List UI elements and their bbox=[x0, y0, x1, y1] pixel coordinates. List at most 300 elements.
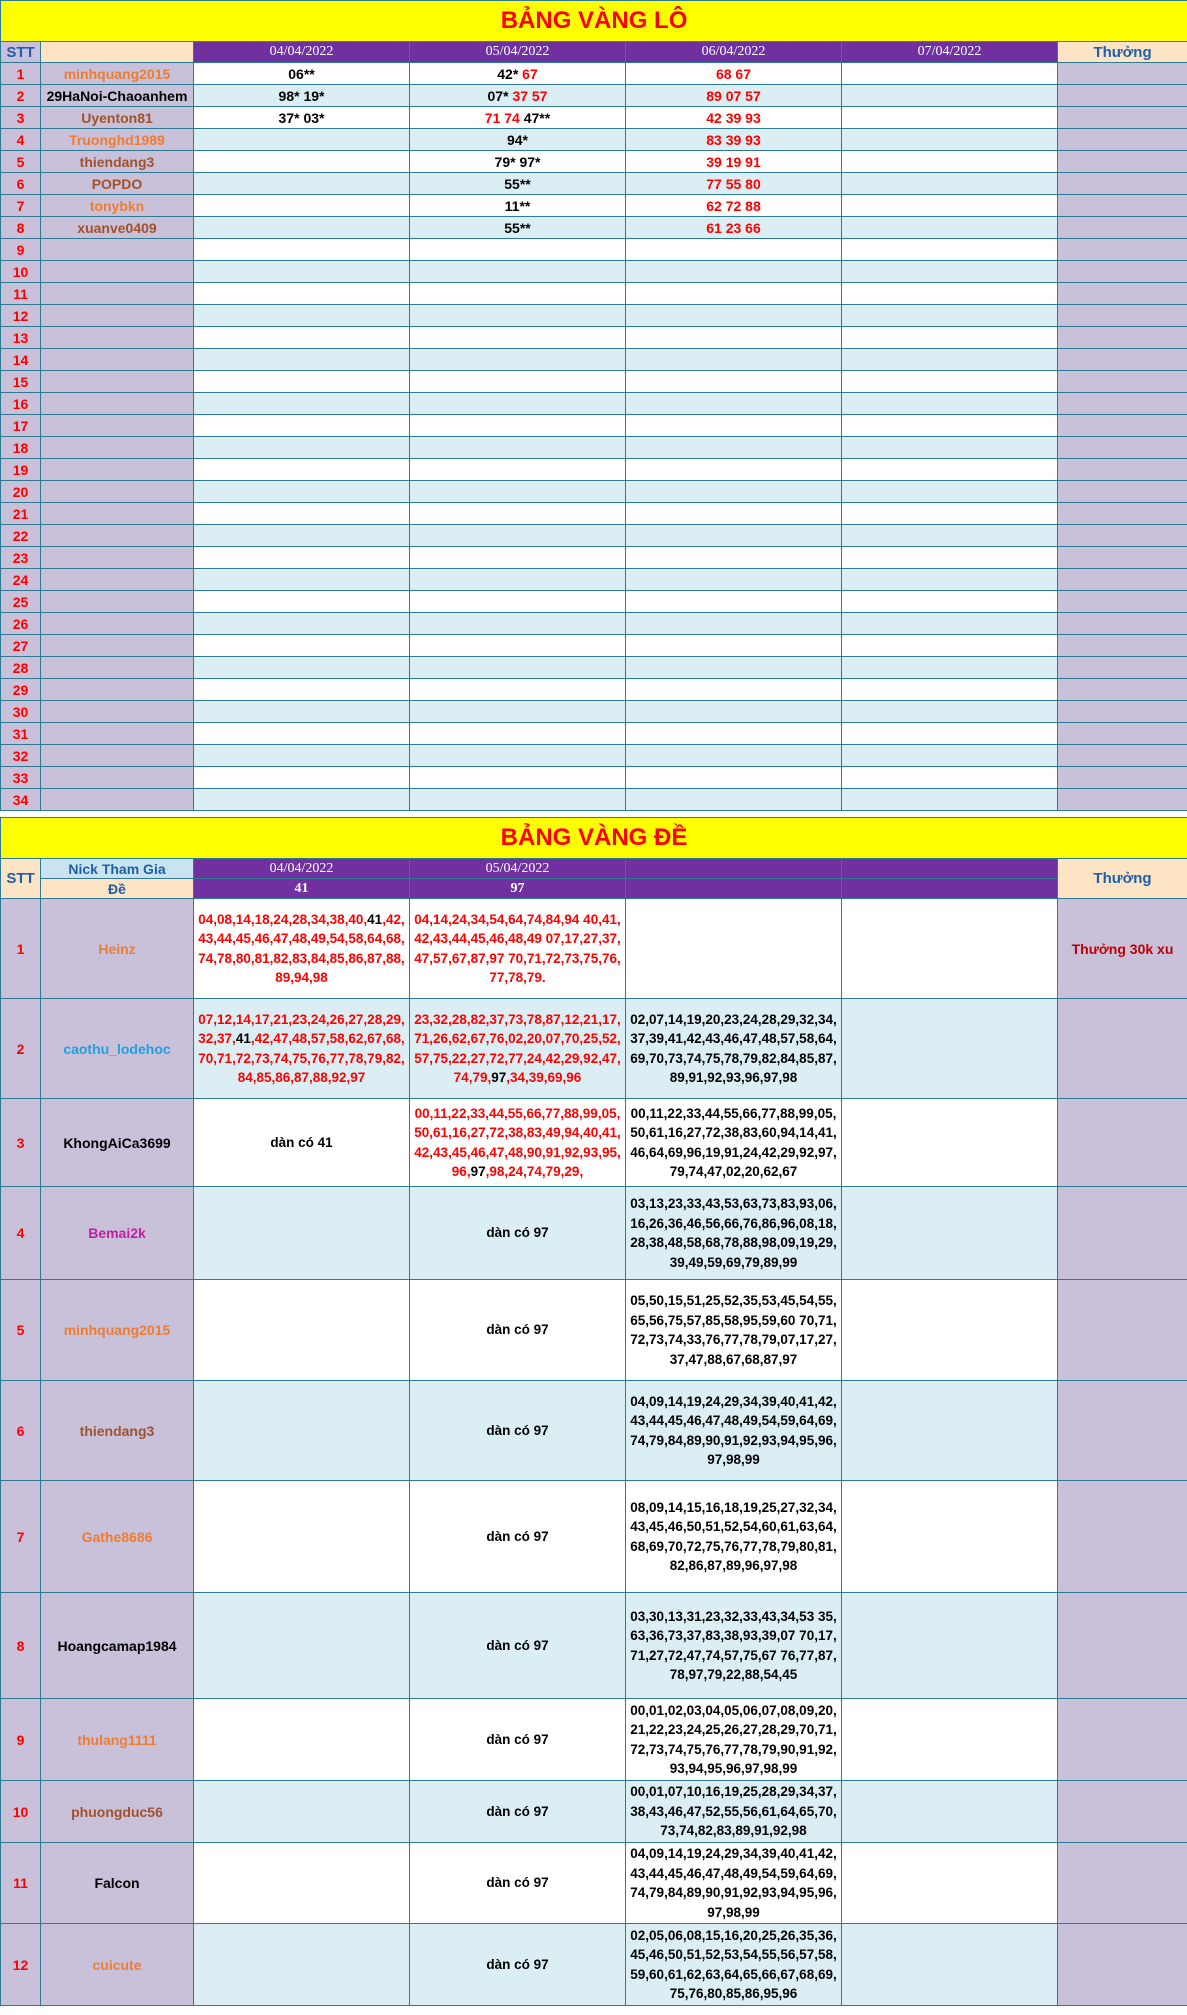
row-stt: 20 bbox=[1, 481, 41, 503]
lo-day-cell bbox=[410, 437, 626, 459]
de-day-cell bbox=[194, 1381, 410, 1481]
number-segment: 83 39 93 bbox=[706, 131, 761, 148]
de-day-cell bbox=[410, 1781, 626, 1843]
player-nick: Gathe8686 bbox=[41, 1481, 194, 1593]
number-segment: dàn có 97 bbox=[486, 1322, 549, 1338]
lo-table-row bbox=[1, 63, 1187, 85]
lo-thuong-cell bbox=[1058, 261, 1187, 283]
de-day-cell bbox=[842, 1843, 1058, 1924]
row-stt: 21 bbox=[1, 503, 41, 525]
number-segment: 55** bbox=[504, 219, 531, 236]
lo-day-cell bbox=[194, 547, 410, 569]
row-stt: 11 bbox=[1, 1843, 41, 1924]
player-nick bbox=[41, 503, 194, 525]
lo-date-header: 07/04/2022 bbox=[842, 42, 1058, 63]
de-day-cell bbox=[626, 1924, 842, 2006]
number-segment: 06** bbox=[288, 65, 315, 82]
lo-day-cell bbox=[194, 283, 410, 305]
lo-day-cell bbox=[626, 305, 842, 327]
lo-day-cell bbox=[842, 591, 1058, 613]
player-nick: Truonghd1989 bbox=[41, 129, 194, 151]
de-day-cell bbox=[842, 1593, 1058, 1699]
lo-day-cell bbox=[410, 591, 626, 613]
row-stt: 7 bbox=[1, 1481, 41, 1593]
lo-day-cell bbox=[842, 327, 1058, 349]
lo-thuong-cell bbox=[1058, 591, 1187, 613]
lo-day-cell bbox=[626, 481, 842, 503]
player-nick bbox=[41, 679, 194, 701]
lo-day-cell bbox=[194, 63, 410, 85]
lo-table-row bbox=[1, 327, 1187, 349]
number-segment: 61 23 66 bbox=[706, 219, 761, 236]
lo-thuong-cell bbox=[1058, 195, 1187, 217]
lo-day-cell bbox=[626, 503, 842, 525]
lo-day-cell bbox=[842, 239, 1058, 261]
de-day-cell bbox=[194, 1099, 410, 1187]
player-nick: 29HaNoi-Chaoanhem bbox=[41, 85, 194, 107]
lo-day-cell bbox=[410, 745, 626, 767]
lo-day-cell bbox=[626, 547, 842, 569]
de-result-value: 97 bbox=[410, 879, 626, 899]
lo-date-header: 04/04/2022 bbox=[194, 42, 410, 63]
lo-day-cell bbox=[626, 591, 842, 613]
de-table-row bbox=[1, 1924, 1187, 2006]
lo-day-cell bbox=[842, 657, 1058, 679]
de-result-value bbox=[842, 879, 1058, 899]
lo-day-cell bbox=[626, 173, 842, 195]
row-stt: 3 bbox=[1, 107, 41, 129]
row-stt: 9 bbox=[1, 239, 41, 261]
de-day-cell bbox=[410, 1699, 626, 1781]
row-stt: 6 bbox=[1, 173, 41, 195]
lo-thuong-cell bbox=[1058, 283, 1187, 305]
lo-day-cell bbox=[410, 569, 626, 591]
row-stt: 14 bbox=[1, 349, 41, 371]
de-day-cell bbox=[842, 1781, 1058, 1843]
player-nick bbox=[41, 635, 194, 657]
lo-table-row bbox=[1, 349, 1187, 371]
lo-day-cell bbox=[194, 393, 410, 415]
row-stt: 30 bbox=[1, 701, 41, 723]
de-result-value: 41 bbox=[194, 879, 410, 899]
number-segment: 41 bbox=[235, 1031, 251, 1046]
lo-day-cell bbox=[410, 679, 626, 701]
de-day-cell bbox=[194, 1843, 410, 1924]
player-nick bbox=[41, 701, 194, 723]
number-segment: 71 74 bbox=[484, 109, 524, 126]
row-stt: 32 bbox=[1, 745, 41, 767]
lo-day-cell bbox=[410, 547, 626, 569]
row-stt: 12 bbox=[1, 305, 41, 327]
lo-table-row bbox=[1, 789, 1187, 811]
player-nick bbox=[41, 789, 194, 811]
number-segment: dàn có 97 bbox=[486, 1731, 549, 1747]
lo-day-cell bbox=[626, 239, 842, 261]
lo-day-cell bbox=[194, 129, 410, 151]
lo-day-cell bbox=[626, 261, 842, 283]
lo-table-row bbox=[1, 283, 1187, 305]
number-segment: 07,12,14,17,21,23,24,26,27,28,29,32,37, bbox=[198, 1011, 405, 1046]
de-day-cell bbox=[410, 1280, 626, 1381]
lo-day-cell bbox=[626, 151, 842, 173]
lo-table-row bbox=[1, 107, 1187, 129]
lo-day-cell bbox=[410, 85, 626, 107]
number-segment: dàn có 41 bbox=[270, 1134, 333, 1150]
lo-day-cell bbox=[194, 459, 410, 481]
number-segment: 00,11,22,33,44,55,66,77,88,99,05,50,61,16,27,72,38,83,60,94,14,41,46,64,69,96,19,91,24,42,29,92,97,79,74,47,02,20,62,67 bbox=[630, 1105, 837, 1179]
player-nick: Hoangcamap1984 bbox=[41, 1593, 194, 1699]
number-segment: 04,09,14,19,24,29,34,39,40,41,42,43,44,45,46,47,48,49,54,59,64,69,74,79,84,89,90,91,92,93,94,95,96,97,98,99 bbox=[630, 1846, 837, 1920]
de-table-row bbox=[1, 1099, 1187, 1187]
number-segment: dàn có 97 bbox=[486, 1803, 549, 1819]
row-stt: 11 bbox=[1, 283, 41, 305]
number-segment: 00,01,02,03,04,05,06,07,08,09,20,21,22,23,24,25,26,27,28,29,70,71,72,73,74,75,76,77,78,79,90,91,92,93,94,95,96,97,98,99 bbox=[630, 1702, 837, 1776]
lo-day-cell bbox=[842, 437, 1058, 459]
de-day-cell bbox=[410, 999, 626, 1099]
lo-table-row bbox=[1, 613, 1187, 635]
lo-table-row bbox=[1, 481, 1187, 503]
lo-day-cell bbox=[842, 371, 1058, 393]
lo-day-cell bbox=[626, 569, 842, 591]
lo-day-cell bbox=[194, 195, 410, 217]
player-nick bbox=[41, 481, 194, 503]
lo-day-cell bbox=[626, 657, 842, 679]
number-segment: 47** bbox=[523, 109, 551, 126]
lo-thuong-cell bbox=[1058, 437, 1187, 459]
de-day-cell bbox=[626, 1481, 842, 1593]
lo-day-cell bbox=[626, 437, 842, 459]
lo-thuong-cell bbox=[1058, 129, 1187, 151]
de-day-cell bbox=[626, 1280, 842, 1381]
lo-table-row bbox=[1, 173, 1187, 195]
lo-table-row bbox=[1, 701, 1187, 723]
row-stt: 1 bbox=[1, 63, 41, 85]
lo-day-cell bbox=[626, 459, 842, 481]
lo-thuong-cell bbox=[1058, 613, 1187, 635]
lo-day-cell bbox=[410, 701, 626, 723]
de-day-cell bbox=[626, 899, 842, 999]
lo-day-cell bbox=[194, 239, 410, 261]
player-nick bbox=[41, 745, 194, 767]
lo-day-cell bbox=[194, 569, 410, 591]
lo-day-cell bbox=[626, 635, 842, 657]
number-segment: dàn có 97 bbox=[486, 1225, 549, 1241]
lo-day-cell bbox=[410, 525, 626, 547]
lo-day-cell bbox=[410, 767, 626, 789]
lo-day-cell bbox=[842, 107, 1058, 129]
lo-day-cell bbox=[842, 789, 1058, 811]
lo-table-row bbox=[1, 525, 1187, 547]
de-thuong-header: Thưởng bbox=[1058, 859, 1187, 899]
number-segment: dàn có 97 bbox=[486, 1528, 549, 1544]
number-segment: 04,14,24,34,54,64,74,84,94 40,41,42,43,44,45,46,48,49 07,17,27,37,47,57,67,87,97 70,71,72,73,75,76,77,78,79. bbox=[414, 911, 621, 985]
player-nick bbox=[41, 657, 194, 679]
row-stt: 12 bbox=[1, 1924, 41, 2006]
lo-day-cell bbox=[410, 415, 626, 437]
row-stt: 24 bbox=[1, 569, 41, 591]
lo-thuong-cell bbox=[1058, 63, 1187, 85]
de-table-row bbox=[1, 1280, 1187, 1381]
lo-thuong-cell bbox=[1058, 415, 1187, 437]
lo-day-cell bbox=[194, 745, 410, 767]
lo-table-row bbox=[1, 723, 1187, 745]
player-nick: cuicute bbox=[41, 1924, 194, 2006]
lo-day-cell bbox=[842, 525, 1058, 547]
row-stt: 1 bbox=[1, 899, 41, 999]
player-nick bbox=[41, 239, 194, 261]
lo-day-cell bbox=[626, 217, 842, 239]
lo-thuong-cell bbox=[1058, 503, 1187, 525]
lo-day-cell bbox=[410, 459, 626, 481]
row-stt: 29 bbox=[1, 679, 41, 701]
de-day-cell bbox=[410, 899, 626, 999]
lo-table-row bbox=[1, 767, 1187, 789]
player-nick bbox=[41, 327, 194, 349]
lo-day-cell bbox=[194, 85, 410, 107]
lo-table-row bbox=[1, 85, 1187, 107]
de-thuong-cell bbox=[1058, 1699, 1187, 1781]
number-segment: dàn có 97 bbox=[486, 1422, 549, 1438]
lo-thuong-cell bbox=[1058, 349, 1187, 371]
lo-day-cell bbox=[194, 481, 410, 503]
lo-day-cell bbox=[410, 173, 626, 195]
lo-table-row bbox=[1, 591, 1187, 613]
lo-day-cell bbox=[194, 503, 410, 525]
lo-thuong-cell bbox=[1058, 459, 1187, 481]
row-stt: 18 bbox=[1, 437, 41, 459]
de-day-cell bbox=[410, 1099, 626, 1187]
lo-day-cell bbox=[410, 635, 626, 657]
lo-day-cell bbox=[410, 129, 626, 151]
player-nick bbox=[41, 767, 194, 789]
row-stt: 4 bbox=[1, 1187, 41, 1280]
lo-day-cell bbox=[842, 85, 1058, 107]
lo-day-cell bbox=[194, 371, 410, 393]
number-segment: 39 19 91 bbox=[706, 153, 761, 170]
player-nick bbox=[41, 415, 194, 437]
de-day-cell bbox=[842, 1099, 1058, 1187]
lo-day-cell bbox=[194, 789, 410, 811]
lo-nick-header bbox=[41, 42, 194, 63]
lo-day-cell bbox=[626, 129, 842, 151]
lo-day-cell bbox=[626, 415, 842, 437]
lo-day-cell bbox=[194, 701, 410, 723]
lo-day-cell bbox=[842, 503, 1058, 525]
de-title: BẢNG VÀNG ĐỀ bbox=[1, 818, 1187, 859]
row-stt: 10 bbox=[1, 1781, 41, 1843]
lo-day-cell bbox=[410, 349, 626, 371]
row-stt: 31 bbox=[1, 723, 41, 745]
player-nick bbox=[41, 261, 194, 283]
row-stt: 34 bbox=[1, 789, 41, 811]
lo-day-cell bbox=[194, 657, 410, 679]
row-stt: 8 bbox=[1, 217, 41, 239]
de-day-cell bbox=[194, 999, 410, 1099]
lo-table-row bbox=[1, 195, 1187, 217]
lo-table-row bbox=[1, 569, 1187, 591]
lo-thuong-cell bbox=[1058, 635, 1187, 657]
player-nick bbox=[41, 613, 194, 635]
de-thuong-cell bbox=[1058, 1481, 1187, 1593]
player-nick bbox=[41, 305, 194, 327]
de-stt-header: STT bbox=[1, 859, 41, 899]
lo-day-cell bbox=[194, 767, 410, 789]
lo-day-cell bbox=[842, 349, 1058, 371]
de-table-row bbox=[1, 899, 1187, 999]
row-stt: 9 bbox=[1, 1699, 41, 1781]
de-day-cell bbox=[194, 1924, 410, 2006]
player-nick bbox=[41, 349, 194, 371]
player-nick bbox=[41, 547, 194, 569]
number-segment: 07* bbox=[487, 87, 513, 104]
lo-day-cell bbox=[626, 525, 842, 547]
de-thuong-cell: Thưởng 30k xu bbox=[1058, 899, 1187, 999]
lo-day-cell bbox=[194, 613, 410, 635]
player-nick: xuanve0409 bbox=[41, 217, 194, 239]
lo-day-cell bbox=[194, 437, 410, 459]
lo-table-row bbox=[1, 459, 1187, 481]
lo-thuong-cell bbox=[1058, 679, 1187, 701]
number-segment: 62 72 88 bbox=[706, 197, 761, 214]
lo-day-cell bbox=[842, 173, 1058, 195]
de-result-label: Đề bbox=[41, 879, 194, 899]
number-segment: 37* 03* bbox=[278, 109, 325, 126]
lo-day-cell bbox=[626, 701, 842, 723]
player-nick: KhongAiCa3699 bbox=[41, 1099, 194, 1187]
lo-day-cell bbox=[626, 349, 842, 371]
de-day-cell bbox=[194, 1187, 410, 1280]
lo-day-cell bbox=[410, 327, 626, 349]
lo-thuong-cell bbox=[1058, 525, 1187, 547]
number-segment: 42 39 93 bbox=[706, 109, 761, 126]
de-day-cell bbox=[410, 1924, 626, 2006]
de-day-cell bbox=[842, 999, 1058, 1099]
lo-day-cell bbox=[194, 591, 410, 613]
lo-table-row bbox=[1, 393, 1187, 415]
de-day-cell bbox=[842, 1381, 1058, 1481]
lo-thuong-cell bbox=[1058, 657, 1187, 679]
lo-table-row bbox=[1, 547, 1187, 569]
lo-thuong-header: Thưởng bbox=[1058, 42, 1187, 63]
number-segment: dàn có 97 bbox=[486, 1875, 549, 1891]
row-stt: 26 bbox=[1, 613, 41, 635]
number-segment: 00,01,07,10,16,19,25,28,29,34,37,38,43,46,47,52,55,56,61,64,65,70,73,74,82,83,89,91,92,98 bbox=[630, 1784, 837, 1839]
lo-day-cell bbox=[842, 745, 1058, 767]
row-stt: 16 bbox=[1, 393, 41, 415]
row-stt: 5 bbox=[1, 1280, 41, 1381]
number-segment: 98* 19* bbox=[278, 87, 325, 104]
number-segment: 04,08,14,18,24,28,34,38,40, bbox=[198, 911, 368, 927]
lo-thuong-cell bbox=[1058, 107, 1187, 129]
row-stt: 7 bbox=[1, 195, 41, 217]
de-day-cell bbox=[626, 1781, 842, 1843]
de-day-cell bbox=[626, 1593, 842, 1699]
lo-day-cell bbox=[410, 393, 626, 415]
lo-thuong-cell bbox=[1058, 85, 1187, 107]
lo-day-cell bbox=[194, 217, 410, 239]
de-day-cell bbox=[842, 899, 1058, 999]
lo-day-cell bbox=[842, 635, 1058, 657]
player-nick: Heinz bbox=[41, 899, 194, 999]
lo-day-cell bbox=[194, 349, 410, 371]
lo-day-cell bbox=[410, 481, 626, 503]
de-day-cell bbox=[842, 1280, 1058, 1381]
lo-day-cell bbox=[842, 569, 1058, 591]
lo-day-cell bbox=[842, 613, 1058, 635]
player-nick: POPDO bbox=[41, 173, 194, 195]
lo-day-cell bbox=[626, 107, 842, 129]
lo-thuong-cell bbox=[1058, 701, 1187, 723]
row-stt: 25 bbox=[1, 591, 41, 613]
de-thuong-cell bbox=[1058, 1843, 1187, 1924]
de-table-row bbox=[1, 1187, 1187, 1280]
lo-day-cell bbox=[410, 503, 626, 525]
player-nick: Uyenton81 bbox=[41, 107, 194, 129]
number-segment: dàn có 97 bbox=[486, 1956, 549, 1972]
number-segment: 23,32,28,82,37,73,78,87,12,21,17,71,26,62,67,76,02,20,07,70,25,52,57,75,22,27,72,77,24,42,29,92,47,74,79, bbox=[414, 1011, 621, 1085]
number-segment: 11** bbox=[504, 197, 531, 214]
lo-thuong-cell bbox=[1058, 481, 1187, 503]
lo-day-cell bbox=[410, 723, 626, 745]
lo-day-cell bbox=[626, 679, 842, 701]
de-nick-header: Nick Tham Gia bbox=[41, 859, 194, 879]
lo-day-cell bbox=[410, 151, 626, 173]
row-stt: 15 bbox=[1, 371, 41, 393]
lo-day-cell bbox=[626, 85, 842, 107]
player-nick bbox=[41, 437, 194, 459]
row-stt: 19 bbox=[1, 459, 41, 481]
lo-day-cell bbox=[410, 613, 626, 635]
lo-day-cell bbox=[410, 261, 626, 283]
lo-day-cell bbox=[410, 789, 626, 811]
lo-day-cell bbox=[842, 195, 1058, 217]
de-date-header: 04/04/2022 bbox=[194, 859, 410, 879]
lo-day-cell bbox=[194, 107, 410, 129]
de-table-row bbox=[1, 1699, 1187, 1781]
lo-thuong-cell bbox=[1058, 393, 1187, 415]
lo-thuong-cell bbox=[1058, 789, 1187, 811]
de-table-row bbox=[1, 1843, 1187, 1924]
number-segment: 37 57 bbox=[512, 87, 548, 104]
lo-table bbox=[0, 0, 1187, 811]
row-stt: 27 bbox=[1, 635, 41, 657]
number-segment: 00,11,22,33,44,55,66,77,88,99,05,50,61,16,27,72,38,83,49,94,40,41,42,43,45,46,47,48,90,91,92,93,95,96, bbox=[414, 1105, 621, 1179]
de-table-row bbox=[1, 1381, 1187, 1481]
lo-day-cell bbox=[842, 547, 1058, 569]
number-segment: 79* 97* bbox=[494, 153, 541, 170]
player-nick bbox=[41, 591, 194, 613]
lo-thuong-cell bbox=[1058, 173, 1187, 195]
lo-thuong-cell bbox=[1058, 151, 1187, 173]
lo-date-header: 05/04/2022 bbox=[410, 42, 626, 63]
de-thuong-cell bbox=[1058, 1781, 1187, 1843]
player-nick bbox=[41, 569, 194, 591]
lo-day-cell bbox=[410, 63, 626, 85]
lo-day-cell bbox=[194, 327, 410, 349]
de-day-cell bbox=[410, 1843, 626, 1924]
player-nick bbox=[41, 459, 194, 481]
lo-day-cell bbox=[410, 107, 626, 129]
de-day-cell bbox=[626, 999, 842, 1099]
de-thuong-cell bbox=[1058, 1381, 1187, 1481]
lo-day-cell bbox=[842, 305, 1058, 327]
de-day-cell bbox=[626, 1187, 842, 1280]
lo-day-cell bbox=[626, 283, 842, 305]
number-segment: 42* bbox=[497, 65, 523, 82]
de-day-cell bbox=[194, 1280, 410, 1381]
player-nick: thiendang3 bbox=[41, 151, 194, 173]
lo-day-cell bbox=[410, 239, 626, 261]
